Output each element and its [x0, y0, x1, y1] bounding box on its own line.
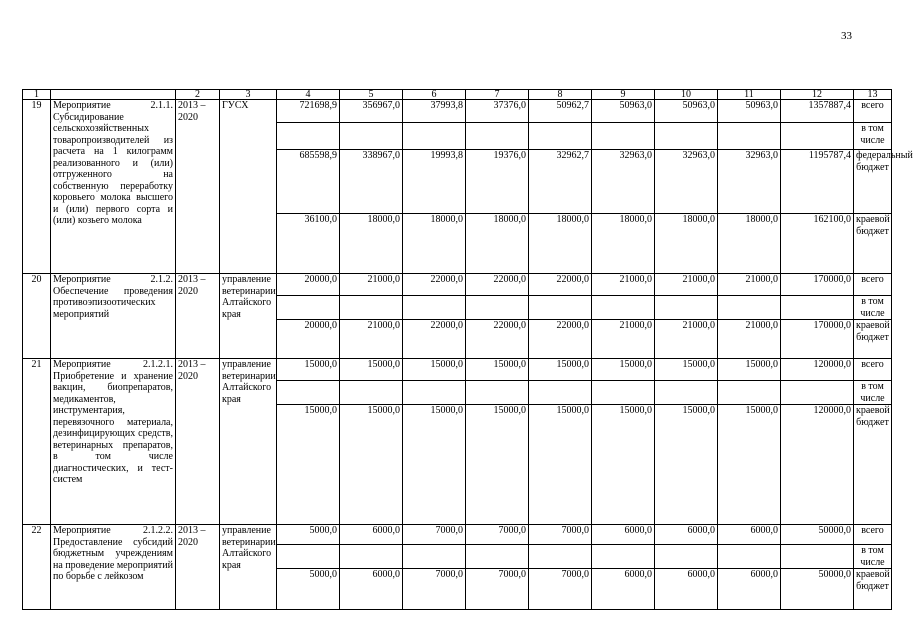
table-row [23, 100, 892, 123]
column-header: 12 [781, 90, 854, 100]
value-cell: 120000,0 [781, 359, 854, 381]
value-cell: 50000,0 [781, 525, 854, 545]
value-cell: 15000,0 [340, 359, 403, 381]
value-cell: 15000,0 [403, 405, 466, 525]
funding-source: в том числе [854, 381, 892, 405]
column-header [51, 90, 176, 100]
value-cell: 1195787,4 [781, 150, 854, 214]
funding-source: краевой бюджет [854, 569, 892, 610]
value-cell: 15000,0 [403, 359, 466, 381]
value-cell: 21000,0 [340, 320, 403, 359]
period: 2013 – 2020 [176, 359, 220, 525]
value-cell: 18000,0 [340, 214, 403, 274]
funding-source: всего [854, 274, 892, 296]
column-header: 7 [466, 90, 529, 100]
value-cell: 5000,0 [277, 525, 340, 545]
value-cell: 36100,0 [277, 214, 340, 274]
value-cell [466, 381, 529, 405]
value-cell [340, 545, 403, 569]
value-cell [466, 123, 529, 150]
value-cell: 21000,0 [592, 320, 655, 359]
value-cell: 50962,7 [529, 100, 592, 123]
value-cell [718, 545, 781, 569]
value-cell: 6000,0 [340, 525, 403, 545]
column-header: 1 [23, 90, 51, 100]
header-row [23, 90, 892, 100]
table-row [23, 525, 892, 545]
value-cell [403, 381, 466, 405]
column-header: 9 [592, 90, 655, 100]
funding-source: в том числе [854, 296, 892, 320]
value-cell: 7000,0 [403, 569, 466, 610]
value-cell: 15000,0 [529, 359, 592, 381]
value-cell: 356967,0 [340, 100, 403, 123]
column-header: 4 [277, 90, 340, 100]
value-cell: 50963,0 [655, 100, 718, 123]
funding-source: федеральный бюджет [854, 150, 892, 214]
value-cell: 22000,0 [403, 320, 466, 359]
value-cell: 15000,0 [466, 359, 529, 381]
value-cell: 32963,0 [592, 150, 655, 214]
value-cell: 37993,8 [403, 100, 466, 123]
value-cell: 22000,0 [529, 274, 592, 296]
value-cell: 7000,0 [529, 525, 592, 545]
value-cell [781, 381, 854, 405]
value-cell [340, 123, 403, 150]
value-cell: 6000,0 [592, 569, 655, 610]
value-cell: 18000,0 [718, 214, 781, 274]
value-cell: 15000,0 [529, 405, 592, 525]
executor: управление ветеринарии Алтайского края [220, 525, 277, 610]
value-cell [592, 545, 655, 569]
value-cell: 6000,0 [718, 569, 781, 610]
value-cell [340, 381, 403, 405]
value-cell [403, 296, 466, 320]
funding-source: краевой бюджет [854, 405, 892, 525]
column-header: 13 [854, 90, 892, 100]
column-header: 6 [403, 90, 466, 100]
value-cell [529, 545, 592, 569]
value-cell [592, 381, 655, 405]
value-cell [655, 545, 718, 569]
measure-name: Мероприятие 2.1.2.1. Приобретение и хранение вакцин, биопрепаратов, медикаментов, инструментария, перевязочного материала, дезинфицирующих средств, ветеринарных препаратов, в том числе диагностических, и тест-систем [51, 359, 176, 525]
column-header: 3 [220, 90, 277, 100]
value-cell: 15000,0 [718, 359, 781, 381]
value-cell: 15000,0 [655, 405, 718, 525]
value-cell: 21000,0 [592, 274, 655, 296]
value-cell [340, 296, 403, 320]
value-cell: 32962,7 [529, 150, 592, 214]
value-cell: 685598,9 [277, 150, 340, 214]
value-cell: 50000,0 [781, 569, 854, 610]
page-number: 33 [841, 30, 852, 42]
column-header: 5 [340, 90, 403, 100]
value-cell [655, 296, 718, 320]
value-cell: 6000,0 [592, 525, 655, 545]
value-cell: 7000,0 [466, 525, 529, 545]
value-cell: 18000,0 [592, 214, 655, 274]
funding-source: в том числе [854, 545, 892, 569]
value-cell [655, 123, 718, 150]
value-cell: 19376,0 [466, 150, 529, 214]
value-cell: 21000,0 [655, 274, 718, 296]
funding-source: краевой бюджет [854, 214, 892, 274]
value-cell [781, 545, 854, 569]
value-cell: 22000,0 [403, 274, 466, 296]
value-cell: 50963,0 [718, 100, 781, 123]
value-cell: 22000,0 [466, 274, 529, 296]
table-row [23, 274, 892, 296]
value-cell: 32963,0 [718, 150, 781, 214]
executor: ГУСХ [220, 100, 277, 274]
value-cell: 22000,0 [529, 320, 592, 359]
value-cell: 170000,0 [781, 320, 854, 359]
budget-table [22, 89, 913, 610]
value-cell: 15000,0 [277, 359, 340, 381]
value-cell: 170000,0 [781, 274, 854, 296]
value-cell: 21000,0 [718, 320, 781, 359]
executor: управление ветеринарии Алтайского края [220, 274, 277, 359]
period: 2013 – 2020 [176, 274, 220, 359]
value-cell: 338967,0 [340, 150, 403, 214]
period: 2013 – 2020 [176, 100, 220, 274]
value-cell: 15000,0 [277, 405, 340, 525]
value-cell: 15000,0 [340, 405, 403, 525]
value-cell [655, 381, 718, 405]
value-cell [466, 545, 529, 569]
row-number: 19 [23, 100, 51, 274]
value-cell: 120000,0 [781, 405, 854, 525]
funding-source: всего [854, 100, 892, 123]
value-cell [529, 123, 592, 150]
value-cell: 5000,0 [277, 569, 340, 610]
row-number: 20 [23, 274, 51, 359]
value-cell [277, 545, 340, 569]
table-row [23, 359, 892, 381]
value-cell: 6000,0 [655, 569, 718, 610]
executor: управление ветеринарии Алтайского края [220, 359, 277, 525]
value-cell: 15000,0 [718, 405, 781, 525]
column-header: 10 [655, 90, 718, 100]
funding-source: всего [854, 525, 892, 545]
value-cell: 37376,0 [466, 100, 529, 123]
funding-source: всего [854, 359, 892, 381]
row-number: 21 [23, 359, 51, 525]
value-cell: 6000,0 [655, 525, 718, 545]
value-cell: 6000,0 [340, 569, 403, 610]
value-cell: 15000,0 [466, 405, 529, 525]
value-cell [529, 381, 592, 405]
measure-name: Мероприятие 2.1.2. Обеспечение проведения противоэпизоотических мероприятий [51, 274, 176, 359]
value-cell: 19993,8 [403, 150, 466, 214]
value-cell: 15000,0 [655, 359, 718, 381]
value-cell [781, 123, 854, 150]
value-cell [718, 123, 781, 150]
value-cell: 22000,0 [466, 320, 529, 359]
value-cell [277, 296, 340, 320]
value-cell: 18000,0 [529, 214, 592, 274]
value-cell [403, 545, 466, 569]
value-cell [718, 296, 781, 320]
value-cell: 15000,0 [592, 359, 655, 381]
column-header: 2 [176, 90, 220, 100]
value-cell: 18000,0 [466, 214, 529, 274]
value-cell [592, 123, 655, 150]
row-number: 22 [23, 525, 51, 610]
value-cell: 32963,0 [655, 150, 718, 214]
value-cell: 7000,0 [529, 569, 592, 610]
value-cell: 21000,0 [340, 274, 403, 296]
value-cell: 7000,0 [403, 525, 466, 545]
value-cell: 21000,0 [718, 274, 781, 296]
value-cell: 21000,0 [655, 320, 718, 359]
value-cell: 721698,9 [277, 100, 340, 123]
value-cell: 18000,0 [403, 214, 466, 274]
value-cell: 7000,0 [466, 569, 529, 610]
value-cell: 50963,0 [592, 100, 655, 123]
value-cell: 20000,0 [277, 274, 340, 296]
measure-name: Мероприятие 2.1.2.2. Предоставление субсидий бюджетным учреждениям на проведение мероприятий по борьбе с лейкозом [51, 525, 176, 610]
funding-source: краевой бюджет [854, 320, 892, 359]
value-cell: 20000,0 [277, 320, 340, 359]
period: 2013 – 2020 [176, 525, 220, 610]
value-cell [529, 296, 592, 320]
value-cell [466, 296, 529, 320]
value-cell [781, 296, 854, 320]
value-cell [403, 123, 466, 150]
value-cell [718, 381, 781, 405]
value-cell: 6000,0 [718, 525, 781, 545]
value-cell [277, 123, 340, 150]
value-cell [277, 381, 340, 405]
column-header: 8 [529, 90, 592, 100]
value-cell: 15000,0 [592, 405, 655, 525]
value-cell: 1357887,4 [781, 100, 854, 123]
column-header: 11 [718, 90, 781, 100]
funding-source: в том числе [854, 123, 892, 150]
measure-name: Мероприятие 2.1.1. Субсидирование сельскохозяйственных товаропроизводителей из расчета на 1 килограмм реализованного и (или) отгруженного на собственную переработку коровьего молока высшего и (или) первого сорта и (или) козьего молока [51, 100, 176, 274]
value-cell [592, 296, 655, 320]
value-cell: 162100,0 [781, 214, 854, 274]
value-cell: 18000,0 [655, 214, 718, 274]
